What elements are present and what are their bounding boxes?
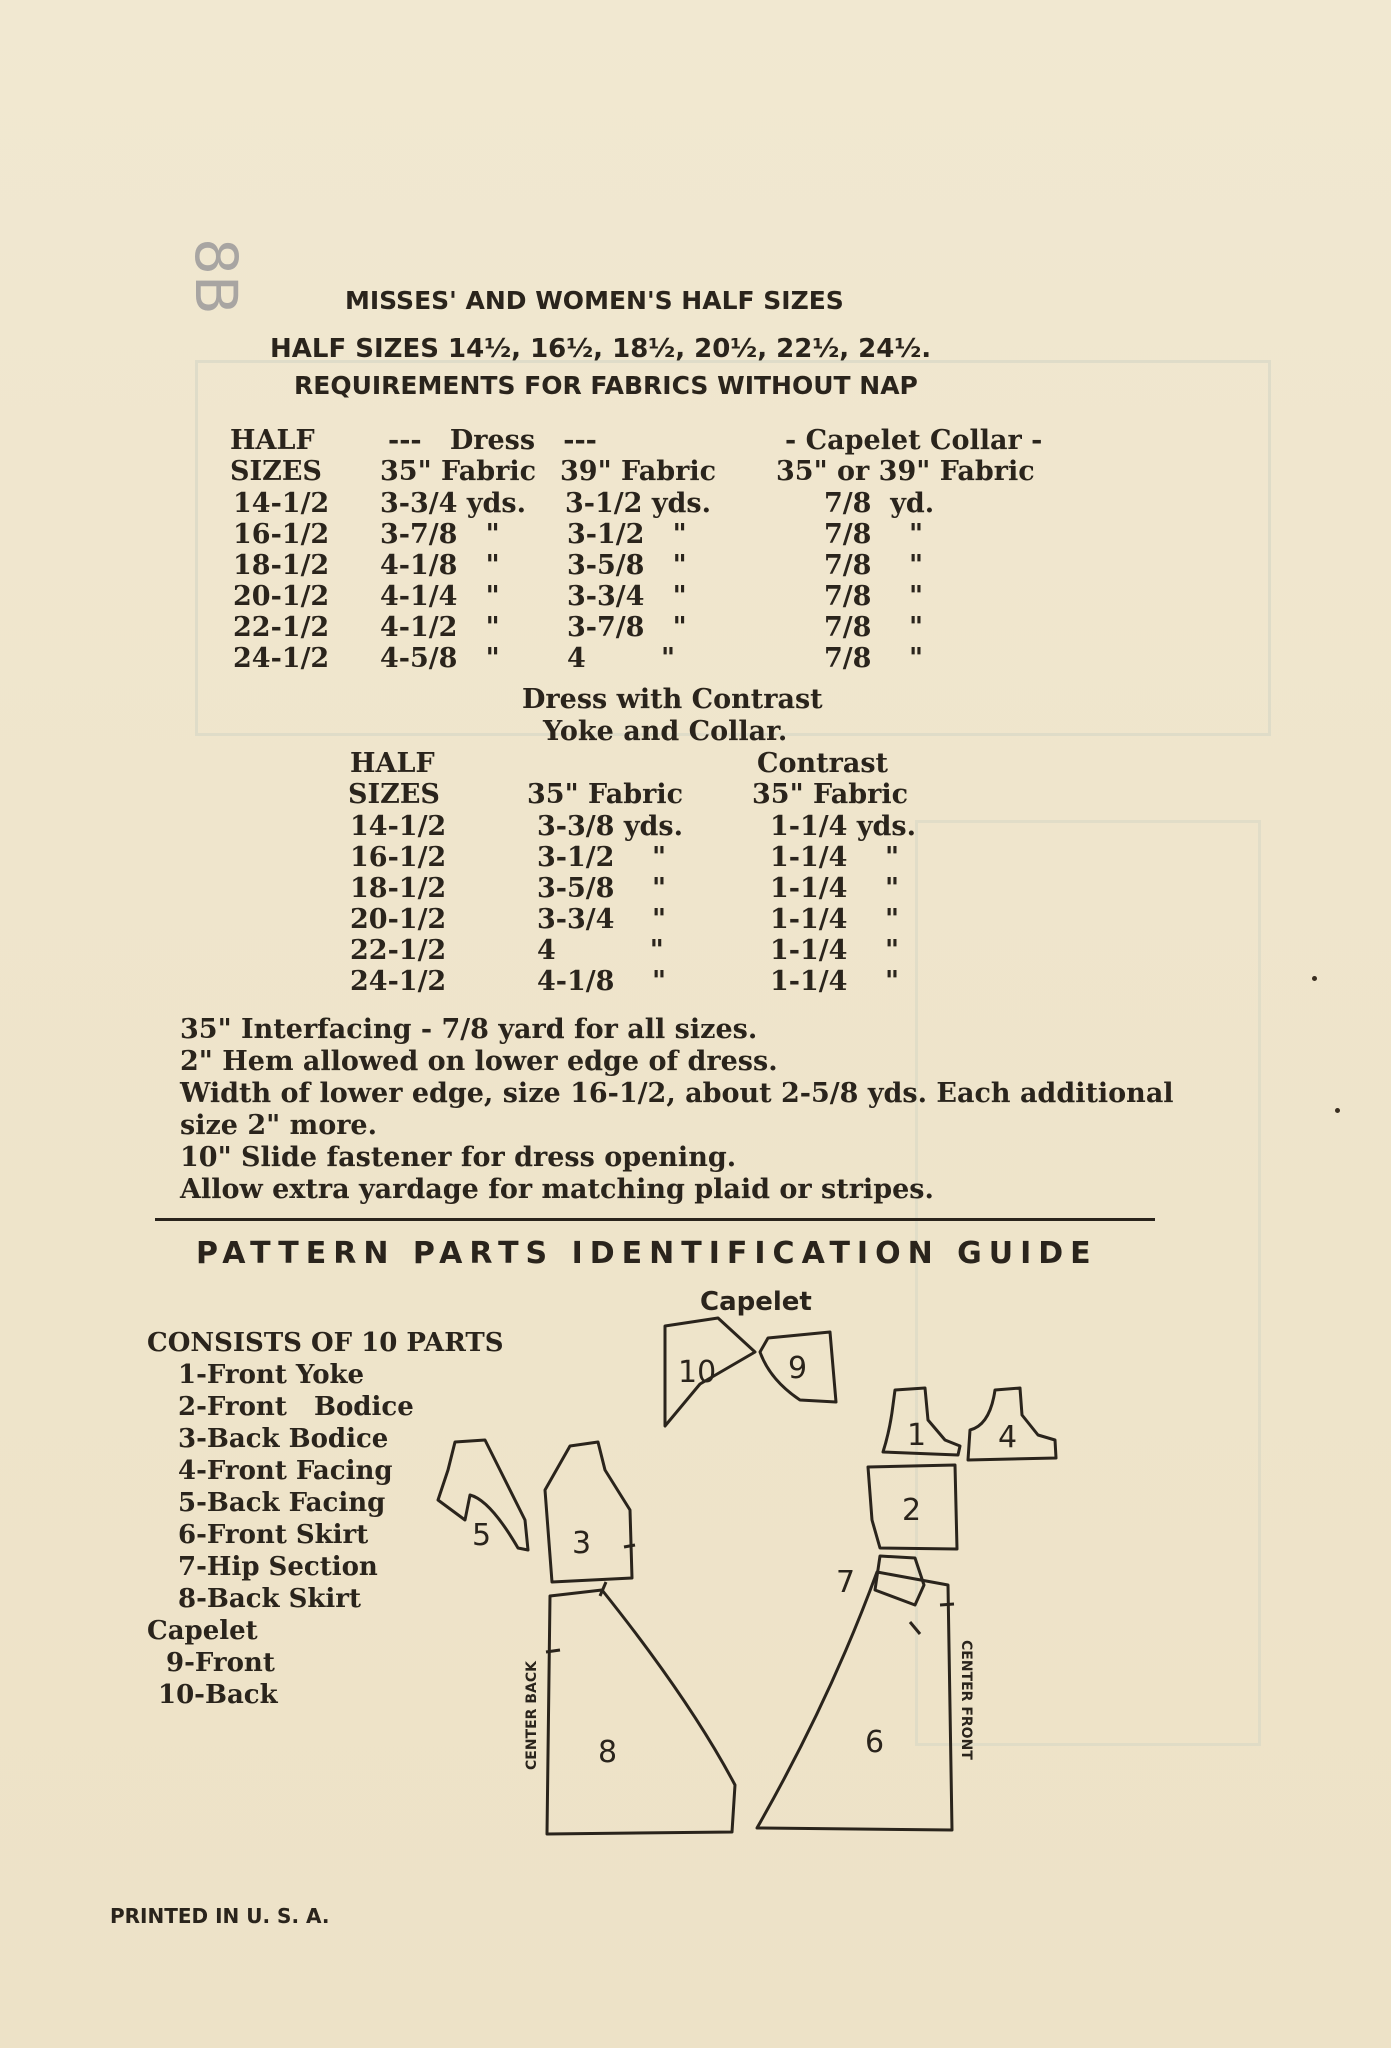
page-title: MISSES' AND WOMEN'S HALF SIZES <box>345 286 844 315</box>
t2-contrast: 1-1/4 " <box>770 873 900 904</box>
table1-capelet-group: - Capelet Collar - <box>785 425 1043 456</box>
table2-col-35: 35" Fabric <box>527 779 684 810</box>
notch <box>940 1604 954 1605</box>
part-item: 6-Front Skirt <box>178 1520 369 1550</box>
table1-col-39: 39" Fabric <box>560 456 717 487</box>
part-item: 8-Back Skirt <box>178 1584 361 1614</box>
t1-f35: 3-7/8 " <box>380 519 500 550</box>
t2-size: 16-1/2 <box>350 842 447 873</box>
table2-col-sizes: SIZES <box>348 779 440 810</box>
t1-cap: 7/8 " <box>824 550 924 581</box>
part-item: 5-Back Facing <box>178 1488 386 1518</box>
capelet-heading: Capelet <box>147 1616 258 1646</box>
piece-8-back-skirt <box>547 1590 735 1834</box>
paper-speck <box>1335 1108 1340 1113</box>
piece-number-10: 10 <box>678 1355 717 1390</box>
note: 2" Hem allowed on lower edge of dress. <box>180 1046 778 1077</box>
t1-f35: 4-5/8 " <box>380 643 500 674</box>
t1-f39: 3-5/8 " <box>567 550 687 581</box>
t1-f35: 3-3/4 yds. <box>380 488 526 519</box>
part-item: 1-Front Yoke <box>178 1360 365 1390</box>
t2-contrast: 1-1/4 yds. <box>770 811 916 842</box>
part-item: 7-Hip Section <box>178 1552 378 1582</box>
handwritten-mark: 8B <box>182 238 250 315</box>
piece-number-8: 8 <box>598 1735 618 1770</box>
piece-number-1: 1 <box>907 1418 927 1453</box>
t1-cap: 7/8 " <box>824 581 924 612</box>
note: Width of lower edge, size 16-1/2, about 2-5/8 yds. Each additional <box>180 1078 1174 1109</box>
t1-size: 14-1/2 <box>233 488 330 519</box>
t2-size: 24-1/2 <box>350 966 447 997</box>
table2-title-1: Dress with Contrast <box>522 684 823 715</box>
piece-number-5: 5 <box>472 1518 492 1553</box>
table2-col-contrast-35: 35" Fabric <box>752 779 909 810</box>
table1-col-capelet: 35" or 39" Fabric <box>776 456 1035 487</box>
t1-f39: 3-1/2 " <box>567 519 687 550</box>
piece-number-7: 7 <box>836 1565 856 1600</box>
t2-size: 14-1/2 <box>350 811 447 842</box>
t2-f35: 3-5/8 " <box>537 873 667 904</box>
t1-f39: 3-3/4 " <box>567 581 687 612</box>
table1-col-35: 35" Fabric <box>380 456 537 487</box>
t1-f35: 4-1/2 " <box>380 612 500 643</box>
part-item: 3-Back Bodice <box>178 1424 389 1454</box>
piece-number-3: 3 <box>572 1526 592 1561</box>
t1-f35: 4-1/8 " <box>380 550 500 581</box>
t1-f39: 3-7/8 " <box>567 612 687 643</box>
parts-consists: CONSISTS OF 10 PARTS <box>147 1328 504 1358</box>
t1-size: 18-1/2 <box>233 550 330 581</box>
t1-cap: 7/8 " <box>824 643 924 674</box>
table1-dress-group: --- Dress --- <box>388 425 597 456</box>
note: 10" Slide fastener for dress opening. <box>180 1142 737 1173</box>
table2-col-half: HALF <box>350 748 435 779</box>
t1-size: 20-1/2 <box>233 581 330 612</box>
table2-title-2: Yoke and Collar. <box>543 716 788 747</box>
t1-size: 16-1/2 <box>233 519 330 550</box>
t2-contrast: 1-1/4 " <box>770 935 900 966</box>
capelet-part: 10-Back <box>158 1680 278 1710</box>
t2-f35: 4 " <box>537 935 664 966</box>
table2-col-contrast: Contrast <box>757 748 888 779</box>
notch <box>624 1545 635 1547</box>
notch <box>546 1650 560 1652</box>
t2-contrast: 1-1/4 " <box>770 842 900 873</box>
t1-f35: 4-1/4 " <box>380 581 500 612</box>
t2-size: 20-1/2 <box>350 904 447 935</box>
part-item: 4-Front Facing <box>178 1456 393 1486</box>
part-item: 2-Front Bodice <box>178 1392 414 1422</box>
t1-cap: 7/8 yd. <box>824 488 935 519</box>
t2-f35: 3-3/4 " <box>537 904 667 935</box>
t1-cap: 7/8 " <box>824 612 924 643</box>
t1-cap: 7/8 " <box>824 519 924 550</box>
piece-number-6: 6 <box>865 1725 885 1760</box>
sizes-line: HALF SIZES 14½, 16½, 18½, 20½, 22½, 24½. <box>270 334 932 364</box>
t1-size: 22-1/2 <box>233 612 330 643</box>
t1-size: 24-1/2 <box>233 643 330 674</box>
t2-contrast: 1-1/4 " <box>770 904 900 935</box>
t1-f39: 3-1/2 yds. <box>565 488 711 519</box>
t2-size: 18-1/2 <box>350 873 447 904</box>
piece-number-4: 4 <box>998 1420 1018 1455</box>
note: size 2" more. <box>180 1110 378 1141</box>
t2-f35: 3-1/2 " <box>537 842 667 873</box>
center-front-label: CENTER FRONT <box>958 1640 974 1760</box>
t2-contrast: 1-1/4 " <box>770 966 900 997</box>
piece-6-front-skirt <box>757 1572 952 1830</box>
requirements-heading: REQUIREMENTS FOR FABRICS WITHOUT NAP <box>294 371 918 400</box>
diagram-capelet-label: Capelet <box>700 1287 812 1317</box>
note: Allow extra yardage for matching plaid or stripes. <box>180 1174 934 1205</box>
table1-col-sizes: SIZES <box>230 456 322 487</box>
piece-number-9: 9 <box>788 1351 808 1386</box>
center-back-label: CENTER BACK <box>524 1661 540 1770</box>
note: 35" Interfacing - 7/8 yard for all sizes. <box>180 1014 758 1045</box>
piece-3-back-bodice <box>545 1442 632 1582</box>
t1-f39: 4 " <box>567 643 676 674</box>
t2-f35: 3-3/8 yds. <box>537 811 683 842</box>
piece-number-2: 2 <box>902 1493 922 1528</box>
notch <box>910 1622 920 1634</box>
paper-speck <box>1312 976 1317 981</box>
guide-title: PATTERN PARTS IDENTIFICATION GUIDE <box>196 1236 1098 1271</box>
capelet-part: 9-Front <box>166 1648 275 1678</box>
t2-f35: 4-1/8 " <box>537 966 667 997</box>
footer-printed: PRINTED IN U. S. A. <box>110 1904 330 1928</box>
table1-col-half: HALF <box>230 425 315 456</box>
t2-size: 22-1/2 <box>350 935 447 966</box>
